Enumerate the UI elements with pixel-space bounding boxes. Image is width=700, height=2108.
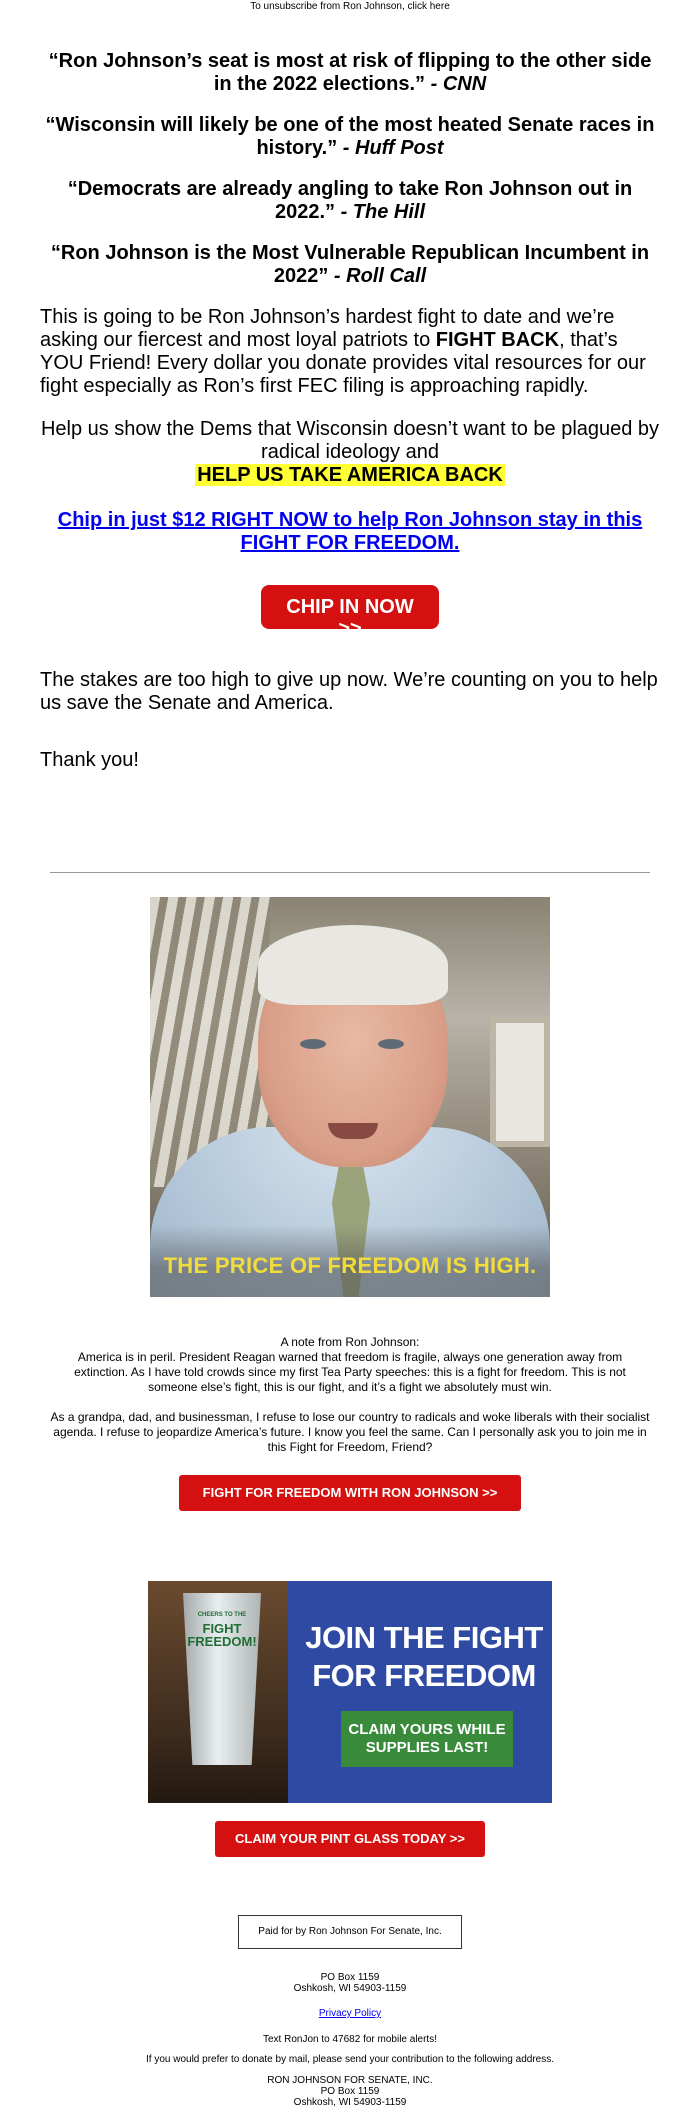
chip-in-now-button[interactable]: CHIP IN NOW >> — [261, 585, 439, 629]
privacy-policy-link[interactable]: Privacy Policy — [318, 2008, 382, 2019]
note-paragraph-2: As a grandpa, dad, and businessman, I refuse to lose our country to radicals and woke liberals with their socialist agenda. I refuse to jeopardize America’s future. I know you feel the same. Can I personally ask you to join me in this Fight for Freedom, Friend? — [50, 1410, 650, 1454]
highlighted-slogan: HELP US TAKE AMERICA BACK — [197, 464, 503, 486]
claim-pint-glass-button[interactable]: CLAIM YOUR PINT GLASS TODAY >> — [215, 1821, 485, 1857]
footer — [0, 1972, 700, 2108]
pint-glass-banner[interactable] — [148, 1581, 552, 1803]
quote-the-hill: “Democrats are already angling to take Ron Johnson out in 2022.” - The Hill — [67, 178, 633, 223]
appeal-paragraph-2: Help us show the Dems that Wisconsin doesn’t want to be plagued by radical ideology and HELP US TAKE AMERICA BACK — [40, 418, 660, 486]
note-title: A note from Ron Johnson: — [280, 1335, 420, 1349]
banner-claim-badge: CLAIM YOURS WHILE SUPPLIES LAST! — [341, 1711, 513, 1767]
fight-for-freedom-button[interactable]: FIGHT FOR FREEDOM WITH RON JOHNSON >> — [179, 1475, 521, 1511]
press-quotes — [40, 50, 660, 288]
footer-address: PO Box 1159 Oshkosh, WI 54903-1159 — [293, 1972, 407, 1994]
quote-roll-call: “Ron Johnson is the Most Vulnerable Republican Incumbent in 2022” - Roll Call — [50, 242, 650, 287]
photo-caption: THE PRICE OF FREEDOM IS HIGH. — [150, 1225, 550, 1297]
chip-in-link[interactable]: Chip in just $12 RIGHT NOW to help Ron Johnson stay in this FIGHT FOR FREEDOM. — [57, 509, 643, 554]
paid-for-disclaimer: Paid for by Ron Johnson For Senate, Inc. — [238, 1915, 462, 1949]
glass-label: CHEERS TO THE FIGHT FREEDOM! — [187, 1612, 257, 1649]
ron-johnson-photo[interactable] — [150, 897, 550, 1297]
mail-donation-note: If you would prefer to donate by mail, please send your contribution to the following address. — [145, 2054, 555, 2065]
appeal-body — [40, 306, 660, 772]
appeal-paragraph-3: The stakes are too high to give up now. We’re counting on you to help us save the Senate and America. — [40, 669, 658, 714]
mail-address: RON JOHNSON FOR SENATE, INC. PO Box 1159 Oshkosh, WI 54903-1159 — [267, 2075, 433, 2108]
thank-you-text: Thank you! — [40, 749, 139, 771]
quote-huff-post: “Wisconsin will likely be one of the most heated Senate races in history.” - Huff Post — [45, 114, 655, 159]
note-from-ron-johnson — [50, 1335, 650, 1455]
text-alerts-note: Text RonJon to 47682 for mobile alerts! — [263, 2034, 437, 2045]
section-divider — [50, 872, 650, 873]
banner-headline: JOIN THE FIGHT FOR FREEDOM — [305, 1620, 543, 1693]
unsubscribe-link[interactable]: To unsubscribe from Ron Johnson, click here — [250, 1, 450, 12]
quote-cnn: “Ron Johnson’s seat is most at risk of flipping to the other side in the 2022 elections.” - CNN — [48, 50, 652, 95]
unsubscribe-bar — [0, 0, 700, 20]
note-paragraph-1: America is in peril. President Reagan warned that freedom is fragile, always one generation away from extinction. As I have told crowds since my first Tea Party speeches: this is a fight for freedom. This is not someone else’s fight, this is our fight, and it’s a fight we absolutely must win. — [74, 1350, 626, 1394]
appeal-paragraph-1: This is going to be Ron Johnson’s hardest fight to date and we’re asking our fiercest and most loyal patriots to FIGHT BACK, that’s YOU Friend! Every dollar you donate provides vital resources for our fight especially as Ron’s first FEC filing is approaching rapidly. — [40, 306, 646, 397]
